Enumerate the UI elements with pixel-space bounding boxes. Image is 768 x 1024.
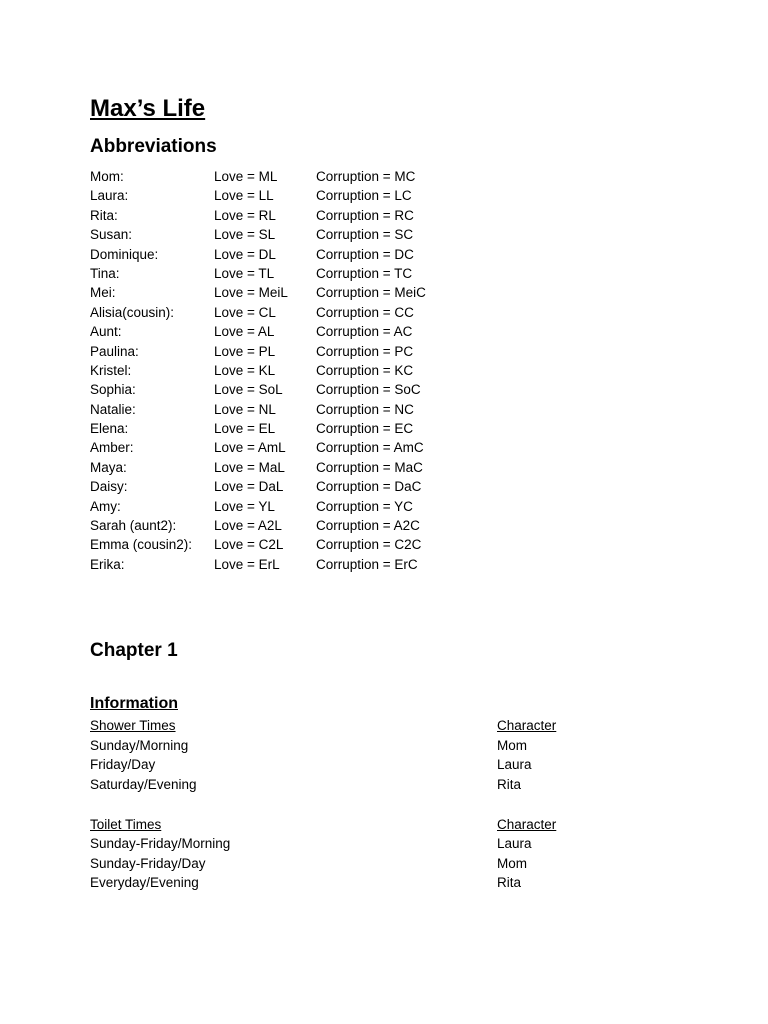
- corruption-abbreviation: Corruption = AmC: [316, 440, 424, 456]
- toilet-times-header: [90, 815, 690, 835]
- abbreviation-row: [90, 535, 690, 554]
- time-cell: Sunday/Morning: [90, 737, 189, 753]
- abbreviation-row: [90, 245, 690, 264]
- corruption-abbreviation: Corruption = CC: [316, 304, 414, 320]
- character-name: Natalie:: [90, 401, 136, 417]
- abbreviation-row: [90, 555, 690, 574]
- character-cell: Laura: [497, 836, 532, 851]
- corruption-abbreviation: Corruption = C2C: [316, 537, 422, 553]
- love-abbreviation: Love = ML: [214, 169, 278, 184]
- character-column-header: Character: [497, 816, 557, 832]
- corruption-abbreviation: Corruption = AC: [316, 324, 413, 340]
- character-name: Erika:: [90, 556, 125, 572]
- document-page: [90, 94, 690, 890]
- character-cell: Laura: [497, 757, 532, 772]
- toilet-times-column-header: Toilet Times: [90, 816, 162, 832]
- corruption-abbreviation: Corruption = YC: [316, 498, 413, 514]
- chapter-heading: Chapter 1: [90, 640, 178, 661]
- love-abbreviation: Love = A2L: [214, 518, 282, 534]
- character-name: Daisy:: [90, 479, 128, 495]
- abbreviation-row: [90, 458, 690, 477]
- corruption-abbreviation: Corruption = ErC: [316, 556, 418, 572]
- abbreviations-table: [90, 167, 690, 574]
- toilet-times-table: [90, 815, 690, 893]
- love-abbreviation: Love = SL: [214, 227, 276, 243]
- character-column-header: Character: [497, 718, 557, 733]
- character-name: Amber:: [90, 440, 134, 456]
- love-abbreviation: Love = DL: [214, 246, 276, 262]
- character-name: Tina:: [90, 265, 120, 281]
- character-cell: Mom: [497, 855, 527, 871]
- abbreviation-row: [90, 380, 690, 399]
- love-abbreviation: Love = YL: [214, 498, 275, 514]
- love-abbreviation: Love = EL: [214, 421, 276, 437]
- time-cell: Sunday-Friday/Day: [90, 855, 206, 871]
- corruption-abbreviation: Corruption = RC: [316, 207, 414, 223]
- corruption-abbreviation: Corruption = TC: [316, 265, 413, 281]
- love-abbreviation: Love = KL: [214, 362, 276, 378]
- corruption-abbreviation: Corruption = LC: [316, 188, 412, 204]
- character-name: Emma (cousin2):: [90, 537, 193, 553]
- character-name: Dominique:: [90, 246, 159, 262]
- abbreviations-heading: Abbreviations: [90, 136, 217, 157]
- page-title: Max’s Life: [90, 95, 206, 122]
- love-abbreviation: Love = ErL: [214, 556, 280, 572]
- love-abbreviation: Love = MeiL: [214, 285, 288, 301]
- love-abbreviation: Love = AL: [214, 324, 275, 340]
- corruption-abbreviation: Corruption = SC: [316, 227, 414, 243]
- table-row: [90, 873, 690, 893]
- abbreviation-row: [90, 167, 690, 186]
- abbreviation-row: [90, 516, 690, 535]
- abbreviation-row: [90, 400, 690, 419]
- time-cell: Everyday/Evening: [90, 875, 199, 890]
- love-abbreviation: Love = DaL: [214, 479, 284, 495]
- character-name: Elena:: [90, 421, 129, 437]
- corruption-abbreviation: Corruption = DaC: [316, 479, 422, 495]
- corruption-abbreviation: Corruption = MC: [316, 169, 416, 184]
- character-name: Susan:: [90, 227, 133, 243]
- table-row: [90, 834, 690, 854]
- love-abbreviation: Love = RL: [214, 207, 276, 223]
- time-cell: Sunday-Friday/Morning: [90, 836, 231, 851]
- character-name: Laura:: [90, 188, 129, 204]
- corruption-abbreviation: Corruption = KC: [316, 362, 414, 378]
- shower-times-table: [90, 716, 690, 794]
- abbreviation-row: [90, 303, 690, 322]
- information-heading: Information: [90, 695, 178, 712]
- character-name: Sophia:: [90, 382, 136, 398]
- character-cell: Rita: [497, 776, 522, 792]
- character-cell: Mom: [497, 737, 527, 753]
- shower-times-header: [90, 716, 690, 736]
- character-name: Paulina:: [90, 343, 139, 359]
- character-name: Mei:: [90, 285, 116, 301]
- corruption-abbreviation: Corruption = PC: [316, 343, 414, 359]
- love-abbreviation: Love = SoL: [214, 382, 283, 398]
- love-abbreviation: Love = NL: [214, 401, 276, 417]
- corruption-abbreviation: Corruption = NC: [316, 401, 414, 417]
- table-row: [90, 854, 690, 874]
- character-name: Amy:: [90, 498, 121, 514]
- table-spacer: [90, 794, 690, 814]
- love-abbreviation: Love = MaL: [214, 459, 285, 475]
- time-cell: Saturday/Evening: [90, 776, 197, 792]
- abbreviation-row: [90, 477, 690, 496]
- corruption-abbreviation: Corruption = EC: [316, 421, 414, 437]
- love-abbreviation: Love = TL: [214, 265, 275, 281]
- corruption-abbreviation: Corruption = DC: [316, 246, 414, 262]
- character-name: Sarah (aunt2):: [90, 518, 177, 534]
- corruption-abbreviation: Corruption = SoC: [316, 382, 421, 398]
- love-abbreviation: Love = CL: [214, 304, 276, 320]
- character-name: Mom:: [90, 169, 124, 184]
- abbreviation-row: [90, 322, 690, 341]
- information-section: [90, 693, 690, 893]
- love-abbreviation: Love = AmL: [214, 440, 286, 456]
- corruption-abbreviation: Corruption = MeiC: [316, 285, 426, 301]
- character-name: Rita:: [90, 207, 118, 223]
- love-abbreviation: Love = LL: [214, 188, 274, 204]
- abbreviation-row: [90, 438, 690, 457]
- table-row: [90, 755, 690, 775]
- abbreviation-row: [90, 225, 690, 244]
- character-name: Aunt:: [90, 324, 122, 340]
- abbreviation-row: [90, 361, 690, 380]
- shower-times-column-header: Shower Times: [90, 718, 176, 733]
- abbreviation-row: [90, 497, 690, 516]
- love-abbreviation: Love = PL: [214, 343, 276, 359]
- time-cell: Friday/Day: [90, 757, 156, 772]
- corruption-abbreviation: Corruption = A2C: [316, 518, 420, 534]
- love-abbreviation: Love = C2L: [214, 537, 284, 553]
- character-cell: Rita: [497, 875, 522, 890]
- abbreviation-row: [90, 283, 690, 302]
- abbreviation-row: [90, 419, 690, 438]
- character-name: Alisia(cousin):: [90, 304, 175, 320]
- table-row: [90, 736, 690, 756]
- character-name: Maya:: [90, 459, 127, 475]
- corruption-abbreviation: Corruption = MaC: [316, 459, 423, 475]
- abbreviation-row: [90, 206, 690, 225]
- abbreviation-row: [90, 186, 690, 205]
- character-name: Kristel:: [90, 362, 132, 378]
- abbreviation-row: [90, 342, 690, 361]
- table-row: [90, 775, 690, 795]
- abbreviation-row: [90, 264, 690, 283]
